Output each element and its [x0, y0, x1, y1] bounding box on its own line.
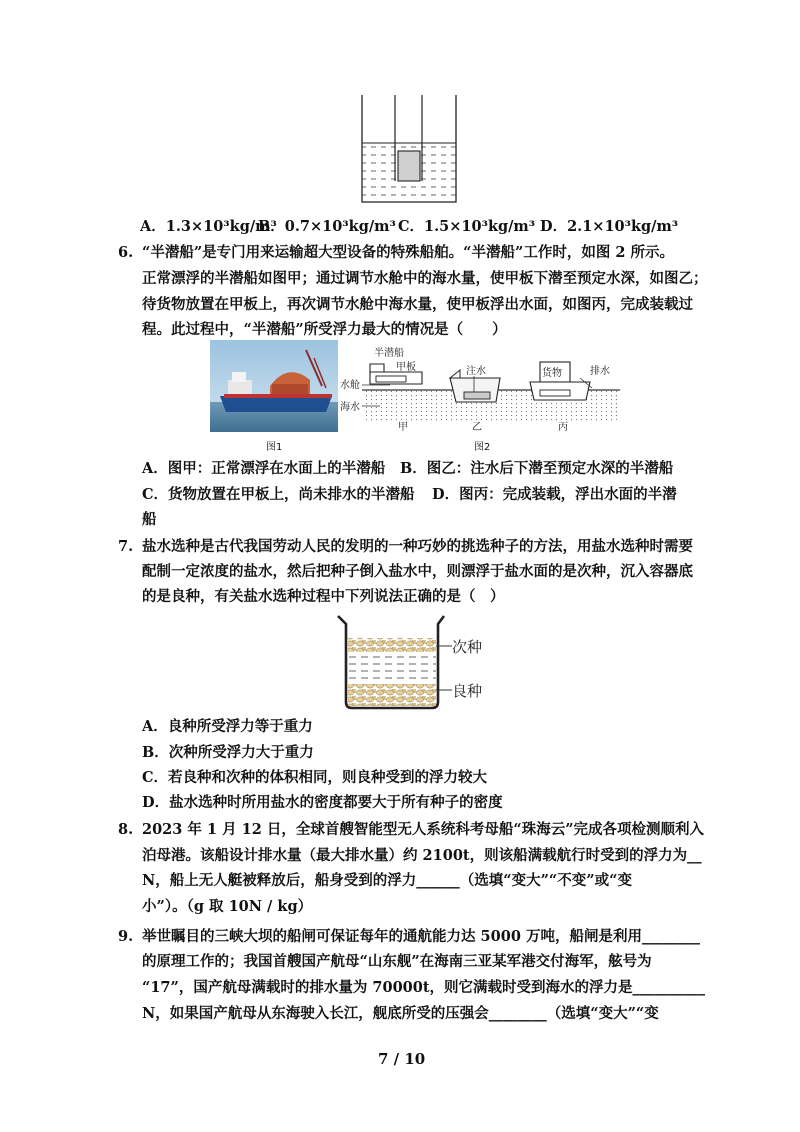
q6-line-4: 程。此过程中，“半潜船”所受浮力最大的情况是（ ） — [142, 321, 507, 338]
q7-option-b[interactable]: B．次种所受浮力大于重力 — [142, 744, 314, 761]
q7-beaker-figure — [336, 612, 496, 712]
q6-option-c[interactable]: C．货物放置在甲板上，尚未排水的半潜船 — [142, 486, 415, 503]
q7-line-2: 配制一定浓度的盐水，然后把种子倒入盐水中，则漂浮于盐水面的是次种，沉入容器底 — [142, 563, 693, 580]
q9-line-1: 举世瞩目的三峡大坝的船闸可保证每年的通航能力达 5000 万吨，船闸是利用________ — [142, 928, 700, 945]
q7-option-d[interactable]: D．盐水选种时所用盐水的密度都要大于所有种子的密度 — [142, 794, 503, 811]
q9-line-2: 的原理工作的；我国首艘国产航母“山东舰”在海南三亚某军港交付海军，舷号为 — [142, 953, 652, 970]
jia-label: 甲 — [398, 422, 408, 433]
q8-line-4: 小”）。（g 取 10N / kg） — [142, 898, 313, 915]
ship-label: 半潜船 — [374, 348, 404, 359]
q5-option-d[interactable]: D．2.1×10³kg/m³ — [540, 218, 679, 235]
cargo-label: 货物 — [542, 368, 562, 379]
q9-line-3: “17”，国产航母满载时的排水量为 70000t，则它满载时受到海水的浮力是__________ — [142, 979, 706, 996]
q5-container-figure — [360, 95, 460, 205]
drain-label: 排水 — [590, 366, 610, 377]
q6-semi-submersible-diagram — [340, 342, 620, 434]
q6-option-a[interactable]: A．图甲：正常漂浮在水面上的半潜船 — [142, 460, 386, 477]
q6-fig2-caption: 图2 — [474, 442, 491, 453]
q7-option-c[interactable]: C．若良种和次种的体积相同，则良种受到的浮力较大 — [142, 769, 488, 786]
q8-line-3: N，船上无人艇被释放后，船身受到的浮力______（选填“变大”“不变”或“变 — [142, 872, 632, 889]
q5-option-b[interactable]: B．0.7×10³kg/m³ — [258, 218, 396, 235]
q6-number: 6. — [118, 244, 134, 261]
q7-number: 7. — [118, 538, 134, 555]
q6-option-b[interactable]: B．图乙：注水后下潜至预定水深的半潜船 — [400, 460, 674, 477]
q6-line-2: 正常漂浮的半潜船如图甲；通过调节水舱中的海水量，使甲板下潜至预定水深，如图乙； — [142, 270, 708, 287]
q8-line-1: 2023 年 1 月 12 日，全球首艘智能型无人系统科考母船“珠海云”完成各项检测顺利入 — [142, 821, 705, 838]
deck-label: 甲板 — [396, 362, 416, 373]
q7-line-1: 盐水选种是古代我国劳动人民的发明的一种巧妙的挑选种子的方法，用盐水选种时需要 — [142, 538, 693, 555]
sea-label: 海水 — [340, 402, 360, 413]
q8-line-2: 泊母港。该船设计排水量（最大排水量）约 2100t，则该船满载航行时受到的浮力为__ — [142, 847, 702, 864]
bing-label: 丙 — [558, 422, 568, 433]
inject-label: 注水 — [466, 366, 486, 377]
q9-line-4: N，如果国产航母从东海驶入长江，舰底所受的压强会________（选填“变大”“变 — [142, 1005, 659, 1022]
q7-line-3: 的是良种，有关盐水选种过程中下列说法正确的是（ ） — [142, 588, 505, 605]
q5-option-a[interactable]: A．1.3×10³kg/m³ — [140, 218, 277, 235]
q6-option-d-wrap: 船 — [142, 511, 157, 528]
inferior-seed-label: 次种 — [452, 638, 483, 656]
q7-option-a[interactable]: A．良种所受浮力等于重力 — [142, 718, 313, 735]
q6-ship-photo — [210, 340, 338, 432]
q8-number: 8. — [118, 821, 134, 838]
q9-number: 9. — [118, 928, 134, 945]
q6-line-1: “半潜船”是专门用来运输超大型设备的特殊船舶。“半潜船”工作时，如图 2 所示。 — [142, 244, 675, 261]
page-number: 7 / 10 — [378, 1050, 426, 1068]
yi-label: 乙 — [472, 422, 482, 433]
q6-option-d[interactable]: D．图丙：完成装载，浮出水面的半潜 — [432, 486, 677, 503]
q6-fig1-caption: 图1 — [266, 442, 283, 453]
q5-option-c[interactable]: C．1.5×10³kg/m³ — [398, 218, 536, 235]
q6-line-3: 待货物放置在甲板上，再次调节水舱中海水量，使甲板浮出水面，如图丙，完成装载过 — [142, 296, 693, 313]
tank-label: 水舱 — [340, 380, 360, 391]
good-seed-label: 良种 — [452, 682, 483, 700]
